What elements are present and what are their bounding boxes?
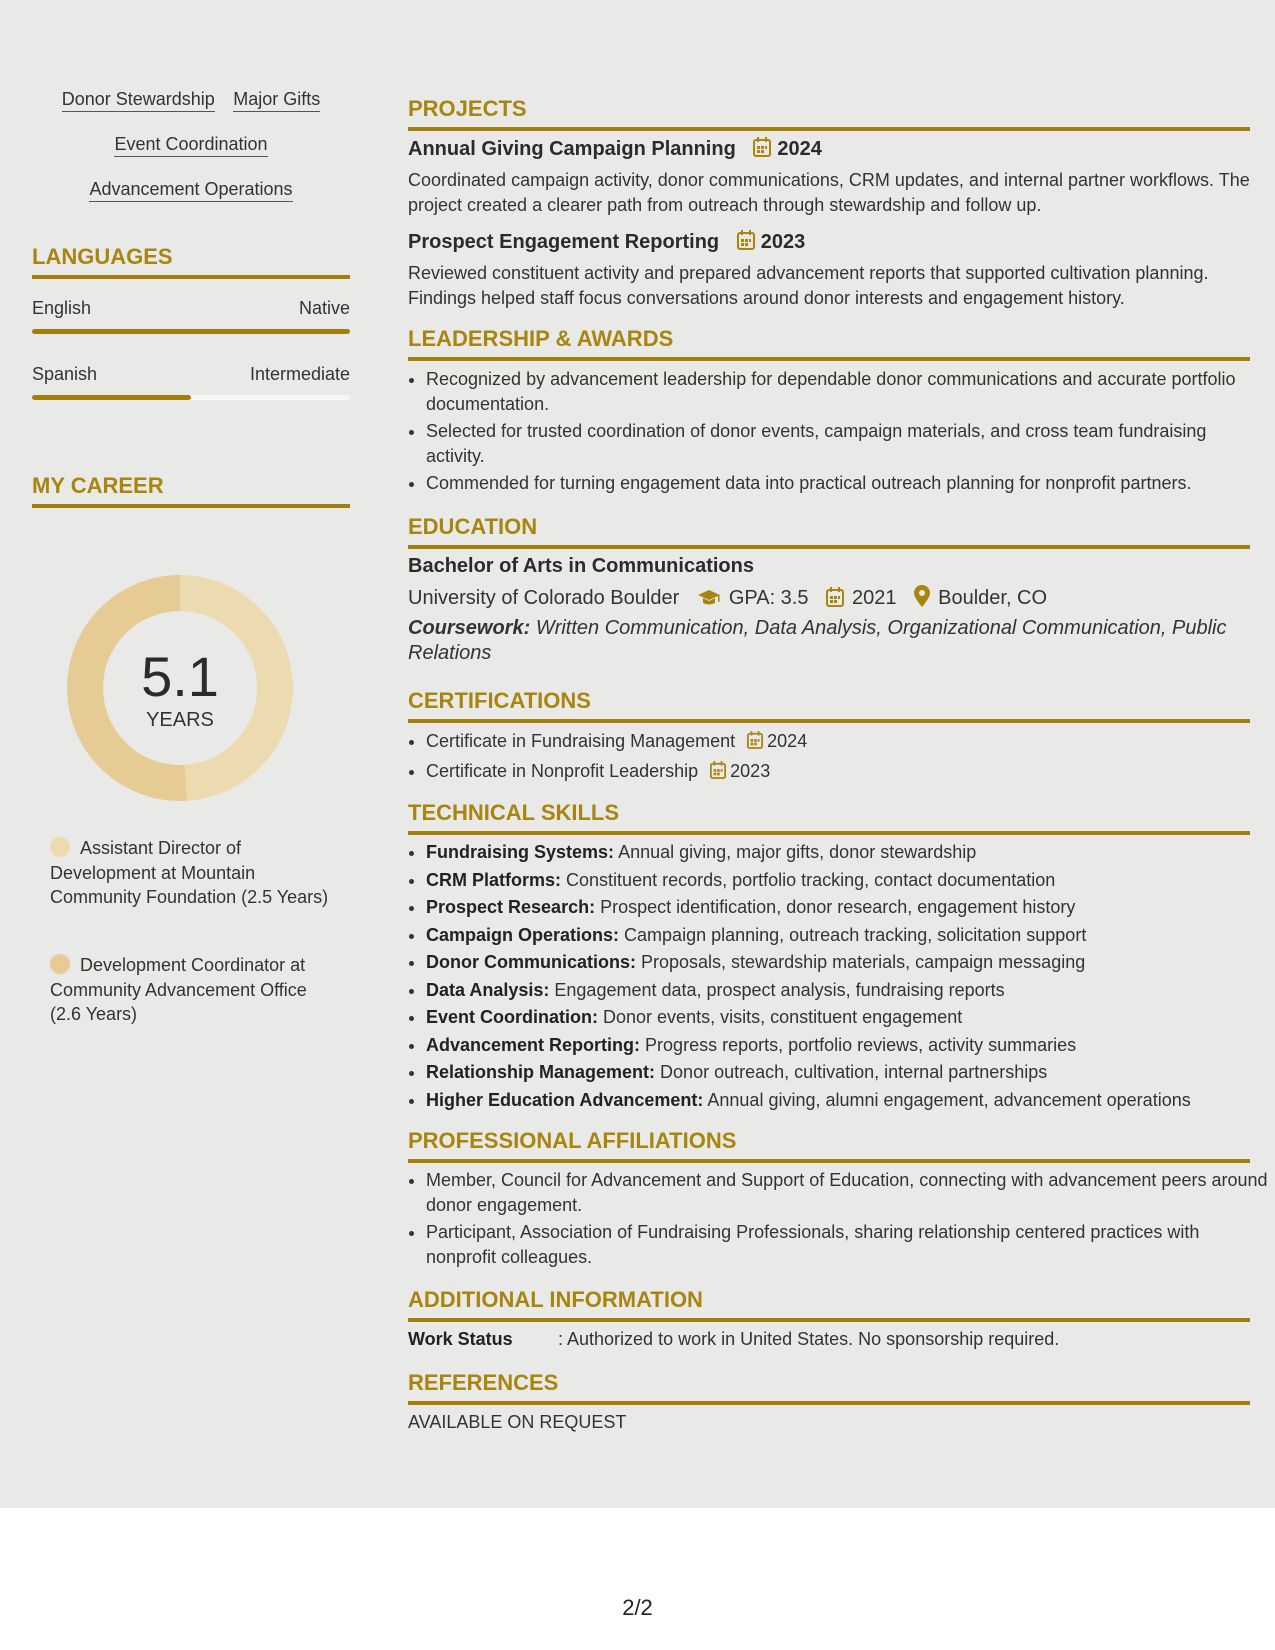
skill-label: Advancement Reporting: [426,1034,641,1055]
career-years-unit: YEARS [146,709,214,731]
tag-donor-stewardship: Donor Stewardship [62,88,215,112]
calendar-icon [826,587,844,613]
skill-label: Event Coordination: [426,1007,598,1027]
graduation-cap-icon [697,589,721,613]
work-status-label: Work Status [408,1329,513,1349]
skill-label: Fundraising Systems: [426,842,615,862]
calendar-icon [753,137,771,163]
career-item [50,953,340,1027]
certifications-list [408,729,1268,788]
affiliations-list [408,1168,1268,1272]
certificate-year: 2023 [730,760,771,781]
calendar-icon [737,230,755,256]
calendar-icon [747,731,763,756]
skill-label: Relationship Management: [426,1062,656,1082]
career-item [50,836,340,910]
career-total-years: 5.1 [141,645,219,708]
degree-title: Bachelor of Arts in Communications [408,555,754,577]
graduation-year: 2021 [852,587,897,609]
list-item [426,840,1268,865]
career-item-text: Development Coordinator at Community Advancement Office (2.6 Years) [50,955,307,1024]
references-heading: REFERENCES [408,1370,1250,1405]
skill-label: Donor Communications: [426,952,636,972]
skill-value: Campaign planning, outreach tracking, solicitation support [624,924,1087,945]
list-item [426,978,1268,1003]
list-item: • Participant, Association of Fundraising Professionals, sharing relationship centered practices with nonprofit colleagues. [426,1220,1268,1269]
career-item-text: Assistant Director of Development at Mountain Community Foundation (2.5 Years) [50,838,329,907]
tag-major-gifts: Major Gifts [233,88,320,112]
projects-heading: PROJECTS [408,96,1250,131]
skills-list [408,840,1268,1115]
leadership-heading: LEADERSHIP & AWARDS [408,326,1250,361]
career-legend-dot [50,954,70,974]
certificate-name: Certificate in Fundraising Management [426,731,736,751]
gpa: GPA: 3.5 [728,587,809,609]
skill-value: Donor events, visits, constituent engagement [603,1007,963,1027]
career-donut [67,575,293,801]
skill-value: Constituent records, portfolio tracking, contact documentation [566,869,1056,890]
tag-advancement-operations: Advancement Operations [89,178,292,202]
additional-info-heading: ADDITIONAL INFORMATION [408,1287,1250,1322]
affiliations-heading: PROFESSIONAL AFFILIATIONS [408,1128,1250,1163]
work-status-value: : Authorized to work in United States. No sponsorship required. [558,1329,1060,1349]
project-year: 2023 [760,231,806,253]
project-year: 2024 [777,138,822,160]
career-legend-dot [50,837,70,857]
project-name: Annual Giving Campaign Planning [408,138,736,160]
language-bar-fill [32,395,191,400]
certificate-name: Certificate in Nonprofit Leadership [426,760,699,781]
project-title [408,230,805,256]
leadership-list [408,367,1268,499]
tag-event-coordination: Event Coordination [114,133,267,157]
project-name: Prospect Engagement Reporting [408,231,720,253]
skill-value: Engagement data, prospect analysis, fundraising reports [554,979,1005,1000]
coursework-label: Coursework: [408,617,531,639]
list-item [426,1088,1268,1113]
list-item [426,1033,1268,1058]
list-item [426,895,1268,920]
skill-label: Data Analysis: [426,979,550,1000]
certificate-year: 2024 [767,731,808,751]
skill-label: CRM Platforms: [426,869,562,890]
project-title [408,137,822,163]
education-details [408,585,1047,613]
certifications-heading: CERTIFICATIONS [408,688,1250,723]
skill-tags [32,88,350,223]
skill-label: Prospect Research: [426,897,596,917]
skill-label: Campaign Operations: [426,924,620,945]
work-status [408,1329,1059,1350]
skills-heading: TECHNICAL SKILLS [408,800,1250,835]
language-bar [32,395,350,400]
page-number: 2/2 [622,1595,653,1620]
skill-value: Proposals, stewardship materials, campaign messaging [641,952,1086,972]
skill-value: Annual giving, major gifts, donor stewardship [618,842,977,862]
list-item [426,1005,1268,1030]
skill-value: Donor outreach, cultivation, internal partnerships [660,1062,1048,1082]
education-heading: EDUCATION [408,514,1250,549]
language-name: Spanish [32,364,98,384]
language-bar-fill [32,329,350,334]
skill-value: Prospect identification, donor research, engagement history [600,897,1076,917]
list-item: • Recognized by advancement leadership for dependable donor communications and accurate portfolio documentation. [426,367,1268,416]
languages-heading: LANGUAGES [32,244,350,279]
language-name: English [32,298,92,318]
school-location: Boulder, CO [938,587,1048,609]
list-item [426,1060,1268,1085]
coursework [408,616,1250,665]
skill-value: Progress reports, portfolio reviews, activity summaries [645,1034,1077,1055]
language-bar [32,329,350,334]
skill-label: Higher Education Advancement: [426,1089,704,1110]
list-item: • Commended for turning engagement data into practical outreach planning for nonprofit partners. [426,471,1268,496]
list-item: • Selected for trusted coordination of donor events, campaign materials, and cross team fundraising activity. [426,419,1268,468]
list-item [426,923,1268,948]
list-item [426,759,1268,786]
project-description: Coordinated campaign activity, donor communications, CRM updates, and internal partner workflows. The project created a clearer path from outreach through stewardship and follow up. [408,170,1250,215]
list-item: • Member, Council for Advancement and Support of Education, connecting with advancement peers around donor engagement. [426,1168,1268,1217]
language-level: Intermediate [249,364,350,384]
list-item [426,729,1268,756]
language-level: Native [298,298,350,318]
calendar-icon [710,761,726,786]
career-heading: MY CAREER [32,473,350,508]
language-english [32,298,350,319]
references-text: AVAILABLE ON REQUEST [408,1412,627,1432]
coursework-list: Written Communication, Data Analysis, Organizational Communication, Public Relations [408,617,1227,664]
location-pin-icon [914,585,930,613]
list-item [426,950,1268,975]
school-name: University of Colorado Boulder [408,587,680,609]
project-description: Reviewed constituent activity and prepared advancement reports that supported cultivation planning. Findings helped staff focus conversations around donor interests and engagement history. [408,263,1209,308]
list-item [426,868,1268,893]
language-spanish [32,364,350,385]
skill-value: Annual giving, alumni engagement, advancement operations [707,1089,1191,1110]
